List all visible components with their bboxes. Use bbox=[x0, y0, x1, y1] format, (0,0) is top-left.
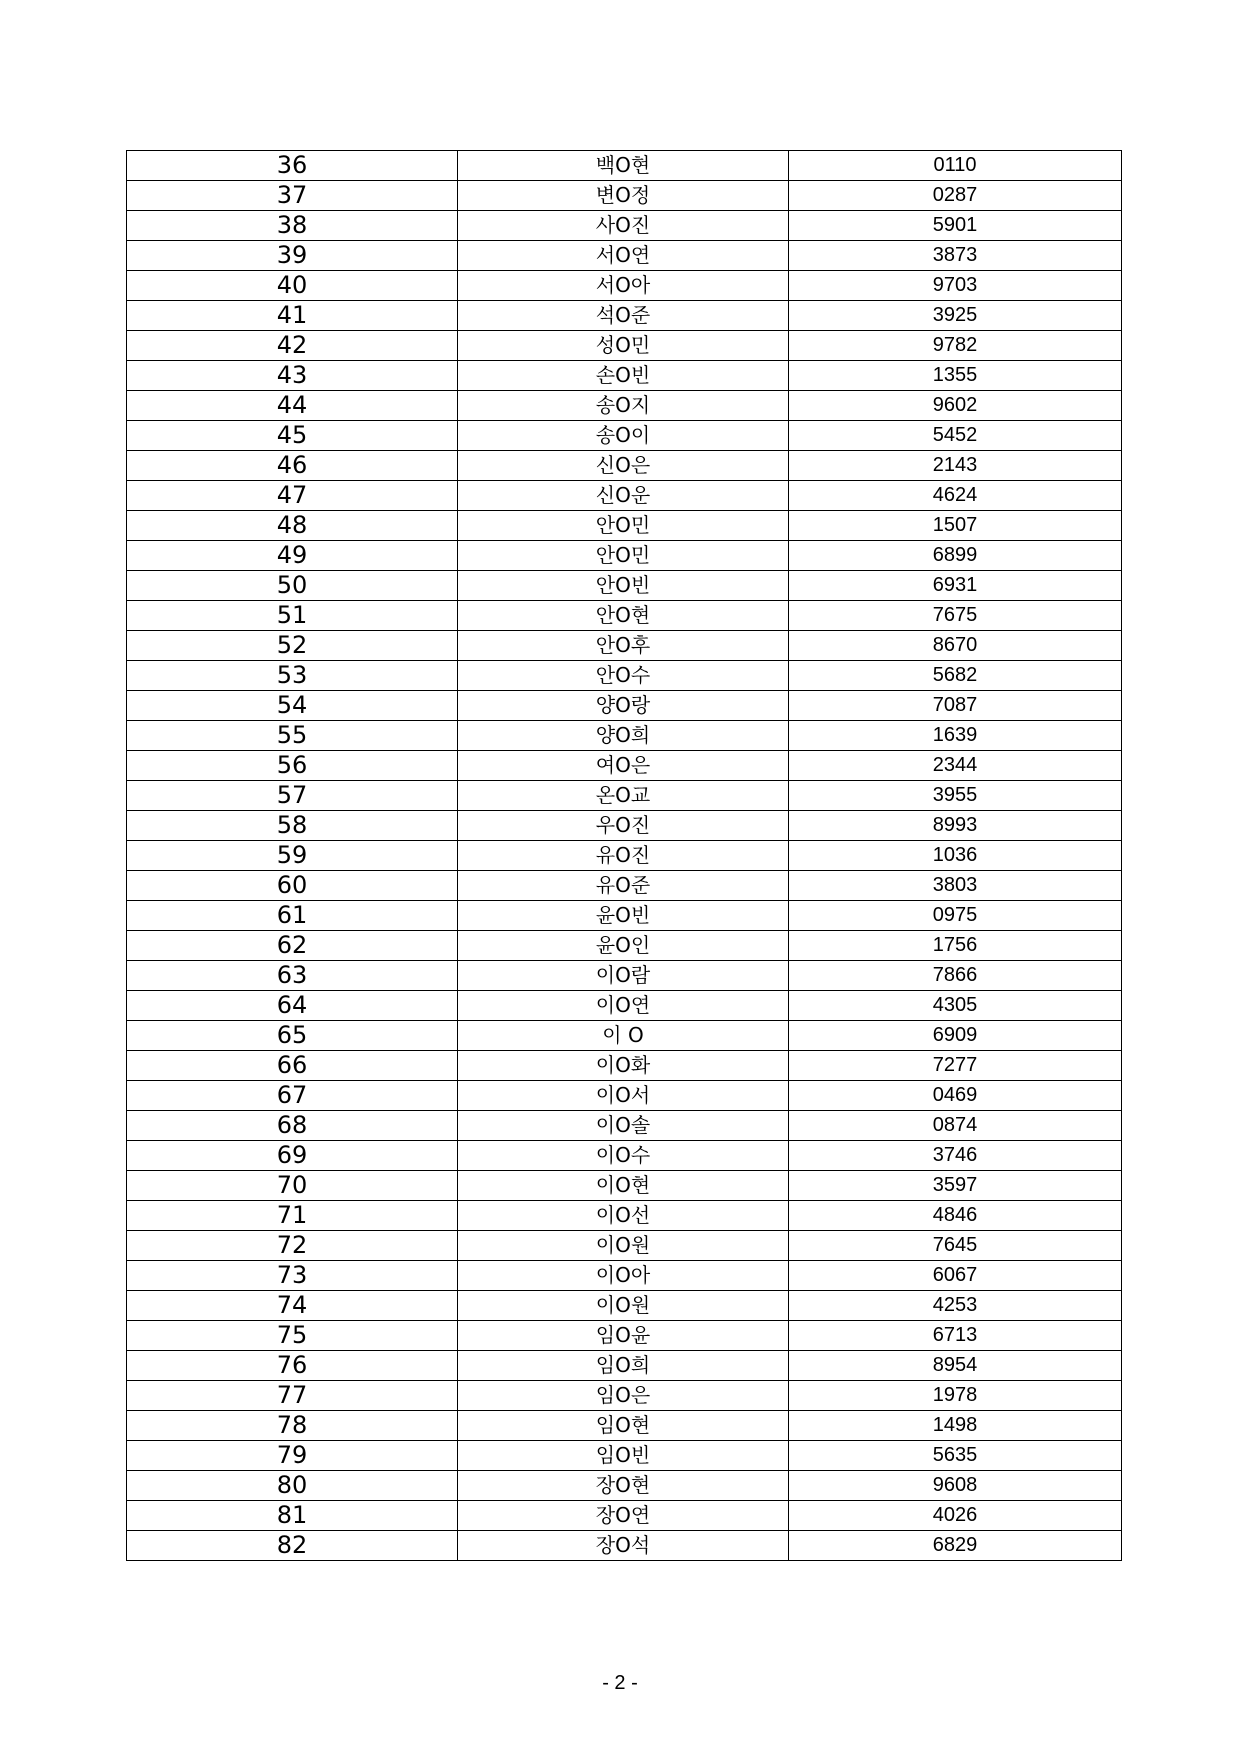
code-cell: 8954 bbox=[789, 1351, 1122, 1381]
table-row bbox=[127, 331, 1122, 361]
code-cell: 3955 bbox=[789, 781, 1122, 811]
row-number-cell: 43 bbox=[127, 361, 458, 391]
code-cell: 5452 bbox=[789, 421, 1122, 451]
row-number-cell: 66 bbox=[127, 1051, 458, 1081]
row-number-cell: 61 bbox=[127, 901, 458, 931]
row-number-cell: 79 bbox=[127, 1441, 458, 1471]
row-number-cell: 72 bbox=[127, 1231, 458, 1261]
table-row bbox=[127, 1501, 1122, 1531]
row-number-cell: 37 bbox=[127, 181, 458, 211]
table-row bbox=[127, 931, 1122, 961]
code-cell: 7866 bbox=[789, 961, 1122, 991]
row-number-cell: 74 bbox=[127, 1291, 458, 1321]
row-number-cell: 42 bbox=[127, 331, 458, 361]
code-cell: 7675 bbox=[789, 601, 1122, 631]
name-cell: 우O진 bbox=[458, 811, 789, 841]
row-number-cell: 65 bbox=[127, 1021, 458, 1051]
table-row bbox=[127, 691, 1122, 721]
name-cell: 변O정 bbox=[458, 181, 789, 211]
name-cell: 임O희 bbox=[458, 1351, 789, 1381]
table-row bbox=[127, 1051, 1122, 1081]
table-row bbox=[127, 1201, 1122, 1231]
code-cell: 6067 bbox=[789, 1261, 1122, 1291]
row-number-cell: 54 bbox=[127, 691, 458, 721]
row-number-cell: 59 bbox=[127, 841, 458, 871]
code-cell: 6829 bbox=[789, 1531, 1122, 1561]
row-number-cell: 77 bbox=[127, 1381, 458, 1411]
name-cell: 여O은 bbox=[458, 751, 789, 781]
table-row bbox=[127, 361, 1122, 391]
row-number-cell: 80 bbox=[127, 1471, 458, 1501]
name-cell: 서O연 bbox=[458, 241, 789, 271]
code-cell: 3873 bbox=[789, 241, 1122, 271]
code-cell: 3803 bbox=[789, 871, 1122, 901]
code-cell: 8993 bbox=[789, 811, 1122, 841]
table-row bbox=[127, 811, 1122, 841]
name-cell: 이O람 bbox=[458, 961, 789, 991]
row-number-cell: 45 bbox=[127, 421, 458, 451]
table-row bbox=[127, 541, 1122, 571]
name-cell: 윤O빈 bbox=[458, 901, 789, 931]
row-number-cell: 70 bbox=[127, 1171, 458, 1201]
table-row bbox=[127, 1291, 1122, 1321]
table-row bbox=[127, 1471, 1122, 1501]
code-cell: 0469 bbox=[789, 1081, 1122, 1111]
row-number-cell: 58 bbox=[127, 811, 458, 841]
row-number-cell: 51 bbox=[127, 601, 458, 631]
row-number-cell: 82 bbox=[127, 1531, 458, 1561]
row-number-cell: 40 bbox=[127, 271, 458, 301]
code-cell: 3925 bbox=[789, 301, 1122, 331]
name-cell: 안O민 bbox=[458, 541, 789, 571]
code-cell: 1507 bbox=[789, 511, 1122, 541]
code-cell: 1639 bbox=[789, 721, 1122, 751]
table-row bbox=[127, 631, 1122, 661]
table-row bbox=[127, 781, 1122, 811]
table-row bbox=[127, 301, 1122, 331]
code-cell: 1355 bbox=[789, 361, 1122, 391]
name-cell: 장O연 bbox=[458, 1501, 789, 1531]
code-cell: 5682 bbox=[789, 661, 1122, 691]
table-row bbox=[127, 181, 1122, 211]
name-cell: 이O현 bbox=[458, 1171, 789, 1201]
row-number-cell: 60 bbox=[127, 871, 458, 901]
table-row bbox=[127, 1081, 1122, 1111]
name-cell: 이O솔 bbox=[458, 1111, 789, 1141]
code-cell: 9602 bbox=[789, 391, 1122, 421]
name-cell: 윤O인 bbox=[458, 931, 789, 961]
row-number-cell: 38 bbox=[127, 211, 458, 241]
table-row bbox=[127, 571, 1122, 601]
row-number-cell: 63 bbox=[127, 961, 458, 991]
code-cell: 3597 bbox=[789, 1171, 1122, 1201]
name-cell: 임O윤 bbox=[458, 1321, 789, 1351]
roster-table bbox=[126, 150, 1122, 1561]
row-number-cell: 69 bbox=[127, 1141, 458, 1171]
code-cell: 4253 bbox=[789, 1291, 1122, 1321]
table-row bbox=[127, 241, 1122, 271]
name-cell: 이O원 bbox=[458, 1231, 789, 1261]
table-row bbox=[127, 1351, 1122, 1381]
code-cell: 4026 bbox=[789, 1501, 1122, 1531]
code-cell: 7087 bbox=[789, 691, 1122, 721]
code-cell: 6931 bbox=[789, 571, 1122, 601]
name-cell: 임O빈 bbox=[458, 1441, 789, 1471]
table-row bbox=[127, 211, 1122, 241]
row-number-cell: 44 bbox=[127, 391, 458, 421]
table-row bbox=[127, 1411, 1122, 1441]
name-cell: 장O현 bbox=[458, 1471, 789, 1501]
table-row bbox=[127, 1441, 1122, 1471]
code-cell: 0110 bbox=[789, 151, 1122, 181]
table-row bbox=[127, 601, 1122, 631]
name-cell: 이O수 bbox=[458, 1141, 789, 1171]
table-row bbox=[127, 511, 1122, 541]
row-number-cell: 57 bbox=[127, 781, 458, 811]
code-cell: 0975 bbox=[789, 901, 1122, 931]
name-cell: 이O서 bbox=[458, 1081, 789, 1111]
code-cell: 0874 bbox=[789, 1111, 1122, 1141]
name-cell: 안O후 bbox=[458, 631, 789, 661]
name-cell: 장O석 bbox=[458, 1531, 789, 1561]
row-number-cell: 81 bbox=[127, 1501, 458, 1531]
code-cell: 4846 bbox=[789, 1201, 1122, 1231]
name-cell: 이O화 bbox=[458, 1051, 789, 1081]
name-cell: 이O연 bbox=[458, 991, 789, 1021]
code-cell: 7277 bbox=[789, 1051, 1122, 1081]
row-number-cell: 75 bbox=[127, 1321, 458, 1351]
name-cell: 성O민 bbox=[458, 331, 789, 361]
code-cell: 7645 bbox=[789, 1231, 1122, 1261]
table-row bbox=[127, 1231, 1122, 1261]
name-cell: 안O민 bbox=[458, 511, 789, 541]
name-cell: 안O수 bbox=[458, 661, 789, 691]
name-cell: 임O현 bbox=[458, 1411, 789, 1441]
code-cell: 2344 bbox=[789, 751, 1122, 781]
table-row bbox=[127, 901, 1122, 931]
row-number-cell: 71 bbox=[127, 1201, 458, 1231]
row-number-cell: 56 bbox=[127, 751, 458, 781]
code-cell: 1498 bbox=[789, 1411, 1122, 1441]
code-cell: 5901 bbox=[789, 211, 1122, 241]
name-cell: 사O진 bbox=[458, 211, 789, 241]
code-cell: 9703 bbox=[789, 271, 1122, 301]
row-number-cell: 36 bbox=[127, 151, 458, 181]
name-cell: 석O준 bbox=[458, 301, 789, 331]
code-cell: 6713 bbox=[789, 1321, 1122, 1351]
table-row bbox=[127, 961, 1122, 991]
table-row bbox=[127, 391, 1122, 421]
code-cell: 9782 bbox=[789, 331, 1122, 361]
code-cell: 3746 bbox=[789, 1141, 1122, 1171]
roster-table-body bbox=[127, 151, 1122, 1561]
table-row bbox=[127, 1171, 1122, 1201]
code-cell: 9608 bbox=[789, 1471, 1122, 1501]
code-cell: 6909 bbox=[789, 1021, 1122, 1051]
name-cell: 손O빈 bbox=[458, 361, 789, 391]
name-cell: 유O준 bbox=[458, 871, 789, 901]
row-number-cell: 50 bbox=[127, 571, 458, 601]
table-row bbox=[127, 841, 1122, 871]
row-number-cell: 39 bbox=[127, 241, 458, 271]
name-cell: 이O선 bbox=[458, 1201, 789, 1231]
code-cell: 1036 bbox=[789, 841, 1122, 871]
code-cell: 4305 bbox=[789, 991, 1122, 1021]
row-number-cell: 73 bbox=[127, 1261, 458, 1291]
table-row bbox=[127, 421, 1122, 451]
name-cell: 안O빈 bbox=[458, 571, 789, 601]
row-number-cell: 78 bbox=[127, 1411, 458, 1441]
name-cell: 양O희 bbox=[458, 721, 789, 751]
row-number-cell: 46 bbox=[127, 451, 458, 481]
row-number-cell: 41 bbox=[127, 301, 458, 331]
name-cell: 이O원 bbox=[458, 1291, 789, 1321]
code-cell: 0287 bbox=[789, 181, 1122, 211]
name-cell: 송O지 bbox=[458, 391, 789, 421]
row-number-cell: 76 bbox=[127, 1351, 458, 1381]
name-cell: 유O진 bbox=[458, 841, 789, 871]
name-cell: 신O은 bbox=[458, 451, 789, 481]
row-number-cell: 62 bbox=[127, 931, 458, 961]
table-row bbox=[127, 721, 1122, 751]
name-cell: 온O교 bbox=[458, 781, 789, 811]
name-cell: 임O은 bbox=[458, 1381, 789, 1411]
code-cell: 8670 bbox=[789, 631, 1122, 661]
row-number-cell: 55 bbox=[127, 721, 458, 751]
table-row bbox=[127, 151, 1122, 181]
table-row bbox=[127, 481, 1122, 511]
name-cell: 안O현 bbox=[458, 601, 789, 631]
name-cell: 신O운 bbox=[458, 481, 789, 511]
row-number-cell: 68 bbox=[127, 1111, 458, 1141]
table-row bbox=[127, 1321, 1122, 1351]
name-cell: 백O현 bbox=[458, 151, 789, 181]
row-number-cell: 53 bbox=[127, 661, 458, 691]
row-number-cell: 52 bbox=[127, 631, 458, 661]
table-row bbox=[127, 451, 1122, 481]
table-row bbox=[127, 1531, 1122, 1561]
row-number-cell: 49 bbox=[127, 541, 458, 571]
table-row bbox=[127, 271, 1122, 301]
table-row bbox=[127, 991, 1122, 1021]
page-number: - 2 - bbox=[602, 1672, 638, 1694]
row-number-cell: 67 bbox=[127, 1081, 458, 1111]
name-cell: 이 O bbox=[458, 1021, 789, 1051]
row-number-cell: 64 bbox=[127, 991, 458, 1021]
code-cell: 5635 bbox=[789, 1441, 1122, 1471]
name-cell: 양O랑 bbox=[458, 691, 789, 721]
table-row bbox=[127, 1111, 1122, 1141]
row-number-cell: 48 bbox=[127, 511, 458, 541]
table-row bbox=[127, 751, 1122, 781]
table-row bbox=[127, 1381, 1122, 1411]
table-row bbox=[127, 661, 1122, 691]
table-row bbox=[127, 871, 1122, 901]
name-cell: 서O아 bbox=[458, 271, 789, 301]
table-row bbox=[127, 1021, 1122, 1051]
name-cell: 송O이 bbox=[458, 421, 789, 451]
code-cell: 1756 bbox=[789, 931, 1122, 961]
table-row bbox=[127, 1141, 1122, 1171]
code-cell: 1978 bbox=[789, 1381, 1122, 1411]
code-cell: 2143 bbox=[789, 451, 1122, 481]
code-cell: 6899 bbox=[789, 541, 1122, 571]
name-cell: 이O아 bbox=[458, 1261, 789, 1291]
code-cell: 4624 bbox=[789, 481, 1122, 511]
table-row bbox=[127, 1261, 1122, 1291]
row-number-cell: 47 bbox=[127, 481, 458, 511]
